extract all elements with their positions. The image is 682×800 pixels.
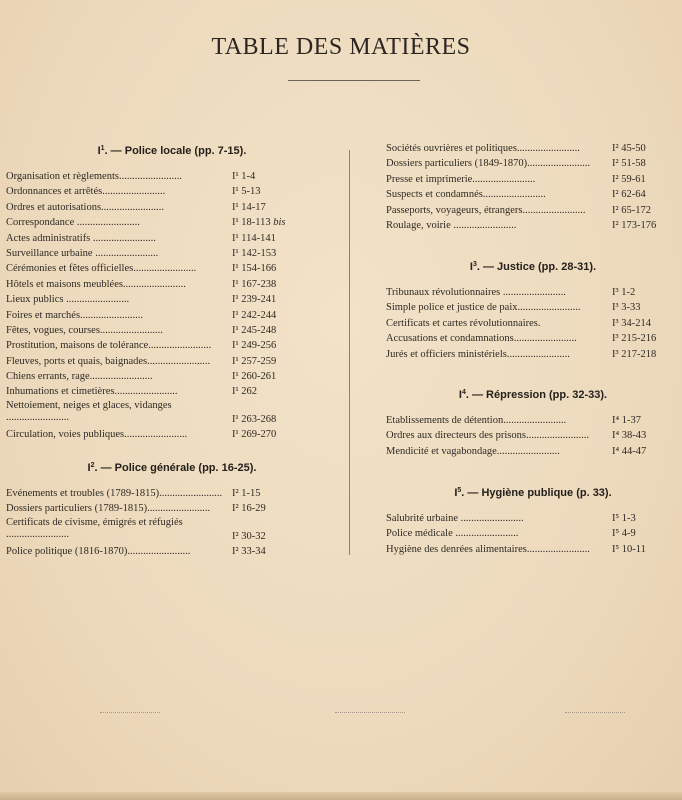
heading-superscript: 1 [100,145,105,152]
entry-reference: I² 1-15 [232,488,261,499]
entry-reference: I² 30-32 [232,530,266,542]
entry-reference: I¹ 263-268 [232,413,277,425]
toc-entry [6,169,338,184]
entry-reference: I³ 1-2 [612,287,636,298]
entry-reference: I¹ 114-141 [232,232,276,244]
heading-text: . — Répression (pp. 32-33). [465,389,608,401]
entry-reference: I¹ 18-113 bis [232,217,286,229]
toc-entry [6,308,338,323]
toc-section [386,482,680,557]
entry-title: Foires et marchés........................ [6,309,144,321]
toc-entry [386,526,680,541]
entry-title: Hygiène des denrées alimentaires........................ [386,543,590,555]
toc-entry [6,354,338,369]
entry-title: Hôtels et maisons meublées........................ [6,278,186,290]
entry-reference: I⁴ 44-47 [612,445,647,457]
entry-reference: I¹ 5-13 [232,186,261,198]
heading-superscript: 3 [472,261,477,268]
entry-reference: I² 65-172 [612,204,652,216]
entry-title: Correspondance ........................ [6,217,140,229]
entry-title: Salubrité urbaine ........................ [386,513,524,524]
toc-entry-list [386,511,680,557]
section-heading [386,384,680,402]
title-underline [288,80,420,81]
toc-entry [6,400,338,427]
toc-entry [6,277,338,292]
entry-title: Cérémonies et fêtes officielles........................ [6,263,197,275]
entry-reference: I⁵ 10-11 [612,543,646,555]
entry-title: Fleuves, ports et quais, baignades........................ [6,355,211,367]
toc-entry [6,246,338,261]
heading-text: . — Police générale (pp. 16-25). [94,462,257,474]
entry-title: Organisation et règlements........................ [6,171,182,182]
heading-numeral: I [458,389,462,401]
entry-title: Prostitution, maisons de tolérance........................ [6,340,212,352]
entry-reference: I¹ 242-244 [232,309,277,321]
entry-reference: I¹ 249-256 [232,340,277,352]
toc-entry [6,323,338,338]
heading-superscript: 5 [457,487,462,494]
toc-entry [6,338,338,353]
toc-entry [386,187,680,202]
heading-numeral: I [97,145,101,157]
section-heading [386,256,680,274]
entry-title: Mendicité et vagabondage........................ [386,445,560,457]
toc-entry [6,427,338,442]
toc-entry [6,261,338,276]
entry-reference: I¹ 245-248 [232,324,277,336]
toc-entry [386,413,680,428]
entry-title: Ordres aux directeurs des prisons........................ [386,430,589,442]
toc-section [6,457,338,559]
toc-entry [386,156,680,171]
heading-numeral: I [469,261,473,273]
entry-title: Roulage, voirie ........................ [386,219,517,231]
bottom-smudges [0,712,682,722]
toc-entry [386,331,680,346]
toc-entry [386,542,680,557]
entry-reference: I³ 215-216 [612,333,657,345]
toc-entry [6,384,338,399]
toc-entry-list [386,285,680,362]
entry-reference: I² 59-61 [612,173,646,185]
toc-entry [6,501,338,516]
toc-entry [6,544,338,559]
entry-reference: I¹ 260-261 [232,371,277,383]
toc-section [386,256,680,362]
toc-entry [6,486,338,501]
toc-section [386,141,680,233]
entry-title: Police politique (1816-1870)........................ [6,545,191,557]
section-heading [6,140,338,158]
toc-entry-list [386,141,680,233]
toc-entry [6,517,338,544]
section-heading [386,482,680,500]
entry-title: Dossiers particuliers (1789-1815)........................ [6,503,211,515]
entry-title: Certificats de civisme, émigrés et réfugiés ........................ [6,516,183,540]
toc-entry [386,428,680,443]
heading-numeral: I [87,462,91,474]
entry-reference: I¹ 257-259 [232,355,277,367]
entry-title: Evénements et troubles (1789-1815)........................ [6,488,223,499]
entry-reference: I⁵ 1-3 [612,513,636,524]
entry-title: Certificats et cartes révolutionnaires. [386,317,541,329]
heading-superscript: 2 [90,462,95,469]
entry-title: Nettoiement, neiges et glaces, vidanges ........................ [6,399,172,423]
page-title: TABLE DES MATIÈRES [211,34,471,60]
entry-reference: I⁵ 4-9 [612,528,636,540]
toc-entry [6,215,338,230]
entry-title: Chiens errants, rage........................ [6,371,153,383]
toc-entry-list [6,486,338,559]
entry-reference: I³ 217-218 [612,348,657,360]
entry-title: Jurés et officiers ministériels........................ [386,348,570,360]
toc-entry-list [386,413,680,459]
heading-text: . — Justice (pp. 28-31). [476,261,597,273]
entry-reference: I⁴ 38-43 [612,430,647,442]
toc-entry [6,369,338,384]
toc-entry [386,285,680,300]
entry-reference: I¹ 154-166 [232,263,277,275]
toc-entry [386,316,680,331]
column-divider [349,150,350,555]
toc-entry [386,141,680,156]
entry-reference: I³ 34-214 [612,317,652,329]
entry-title: Presse et imprimerie........................ [386,173,536,185]
toc-section [386,384,680,459]
entry-reference: I² 62-64 [612,189,646,201]
entry-reference: I² 16-29 [232,503,266,515]
entry-reference: I¹ 269-270 [232,428,277,440]
heading-numeral: I [454,487,458,499]
toc-entry [386,203,680,218]
heading-text: . — Hygiène publique (p. 33). [461,487,612,499]
toc-entry [386,218,680,233]
entry-title: Surveillance urbaine ........................ [6,247,159,259]
entry-title: Fêtes, vogues, courses........................ [6,324,163,336]
entry-title: Lieux publics ........................ [6,294,130,306]
entry-title: Ordres et autorisations........................ [6,201,165,213]
entry-title: Inhumations et cimetières........................ [6,386,178,398]
toc-entry [386,347,680,362]
toc-entry [6,231,338,246]
heading-text: . — Police locale (pp. 7-15). [104,145,247,157]
entry-reference: I² 173-176 [612,219,657,231]
entry-reference: I¹ 262 [232,386,258,398]
entry-title: Sociétés ouvrières et politiques........................ [386,143,580,154]
entry-title: Circulation, voies publiques........................ [6,428,188,440]
toc-entry [6,200,338,215]
entry-reference: I² 33-34 [232,545,266,557]
toc-entry [6,292,338,307]
entry-title: Actes administratifs ........................ [6,232,156,244]
entry-reference: I¹ 167-238 [232,278,277,290]
entry-title: Suspects et condamnés........................ [386,189,546,201]
toc-entry [386,444,680,459]
entry-title: Police médicale ........................ [386,528,519,540]
entry-title: Ordonnances et arrêtés........................ [6,186,166,198]
entry-reference: I¹ 142-153 [232,247,277,259]
entry-reference: I⁴ 1-37 [612,415,642,426]
toc-entry [386,511,680,526]
entry-reference: I³ 3-33 [612,302,641,314]
toc-entry [386,172,680,187]
section-heading [6,457,338,475]
entry-title: Passeports, voyageurs, étrangers........................ [386,204,586,216]
entry-reference: I¹ 1-4 [232,171,256,182]
page-bottom-edge [0,792,682,800]
entry-title: Etablissements de détention........................ [386,415,567,426]
toc-entry [386,300,680,315]
heading-superscript: 4 [461,389,466,396]
toc-entry [6,184,338,199]
entry-title: Dossiers particuliers (1849-1870)........................ [386,158,591,170]
toc-section [6,140,338,442]
entry-reference: I² 45-50 [612,143,646,154]
toc-entry-list [6,169,338,442]
entry-title: Simple police et justice de paix........................ [386,302,581,314]
entry-reference: I² 51-58 [612,158,646,170]
entry-title: Tribunaux révolutionnaires ........................ [386,287,566,298]
entry-reference: I¹ 14-17 [232,201,266,213]
entry-title: Accusations et condamnations........................ [386,333,577,345]
entry-reference: I¹ 239-241 [232,294,277,306]
